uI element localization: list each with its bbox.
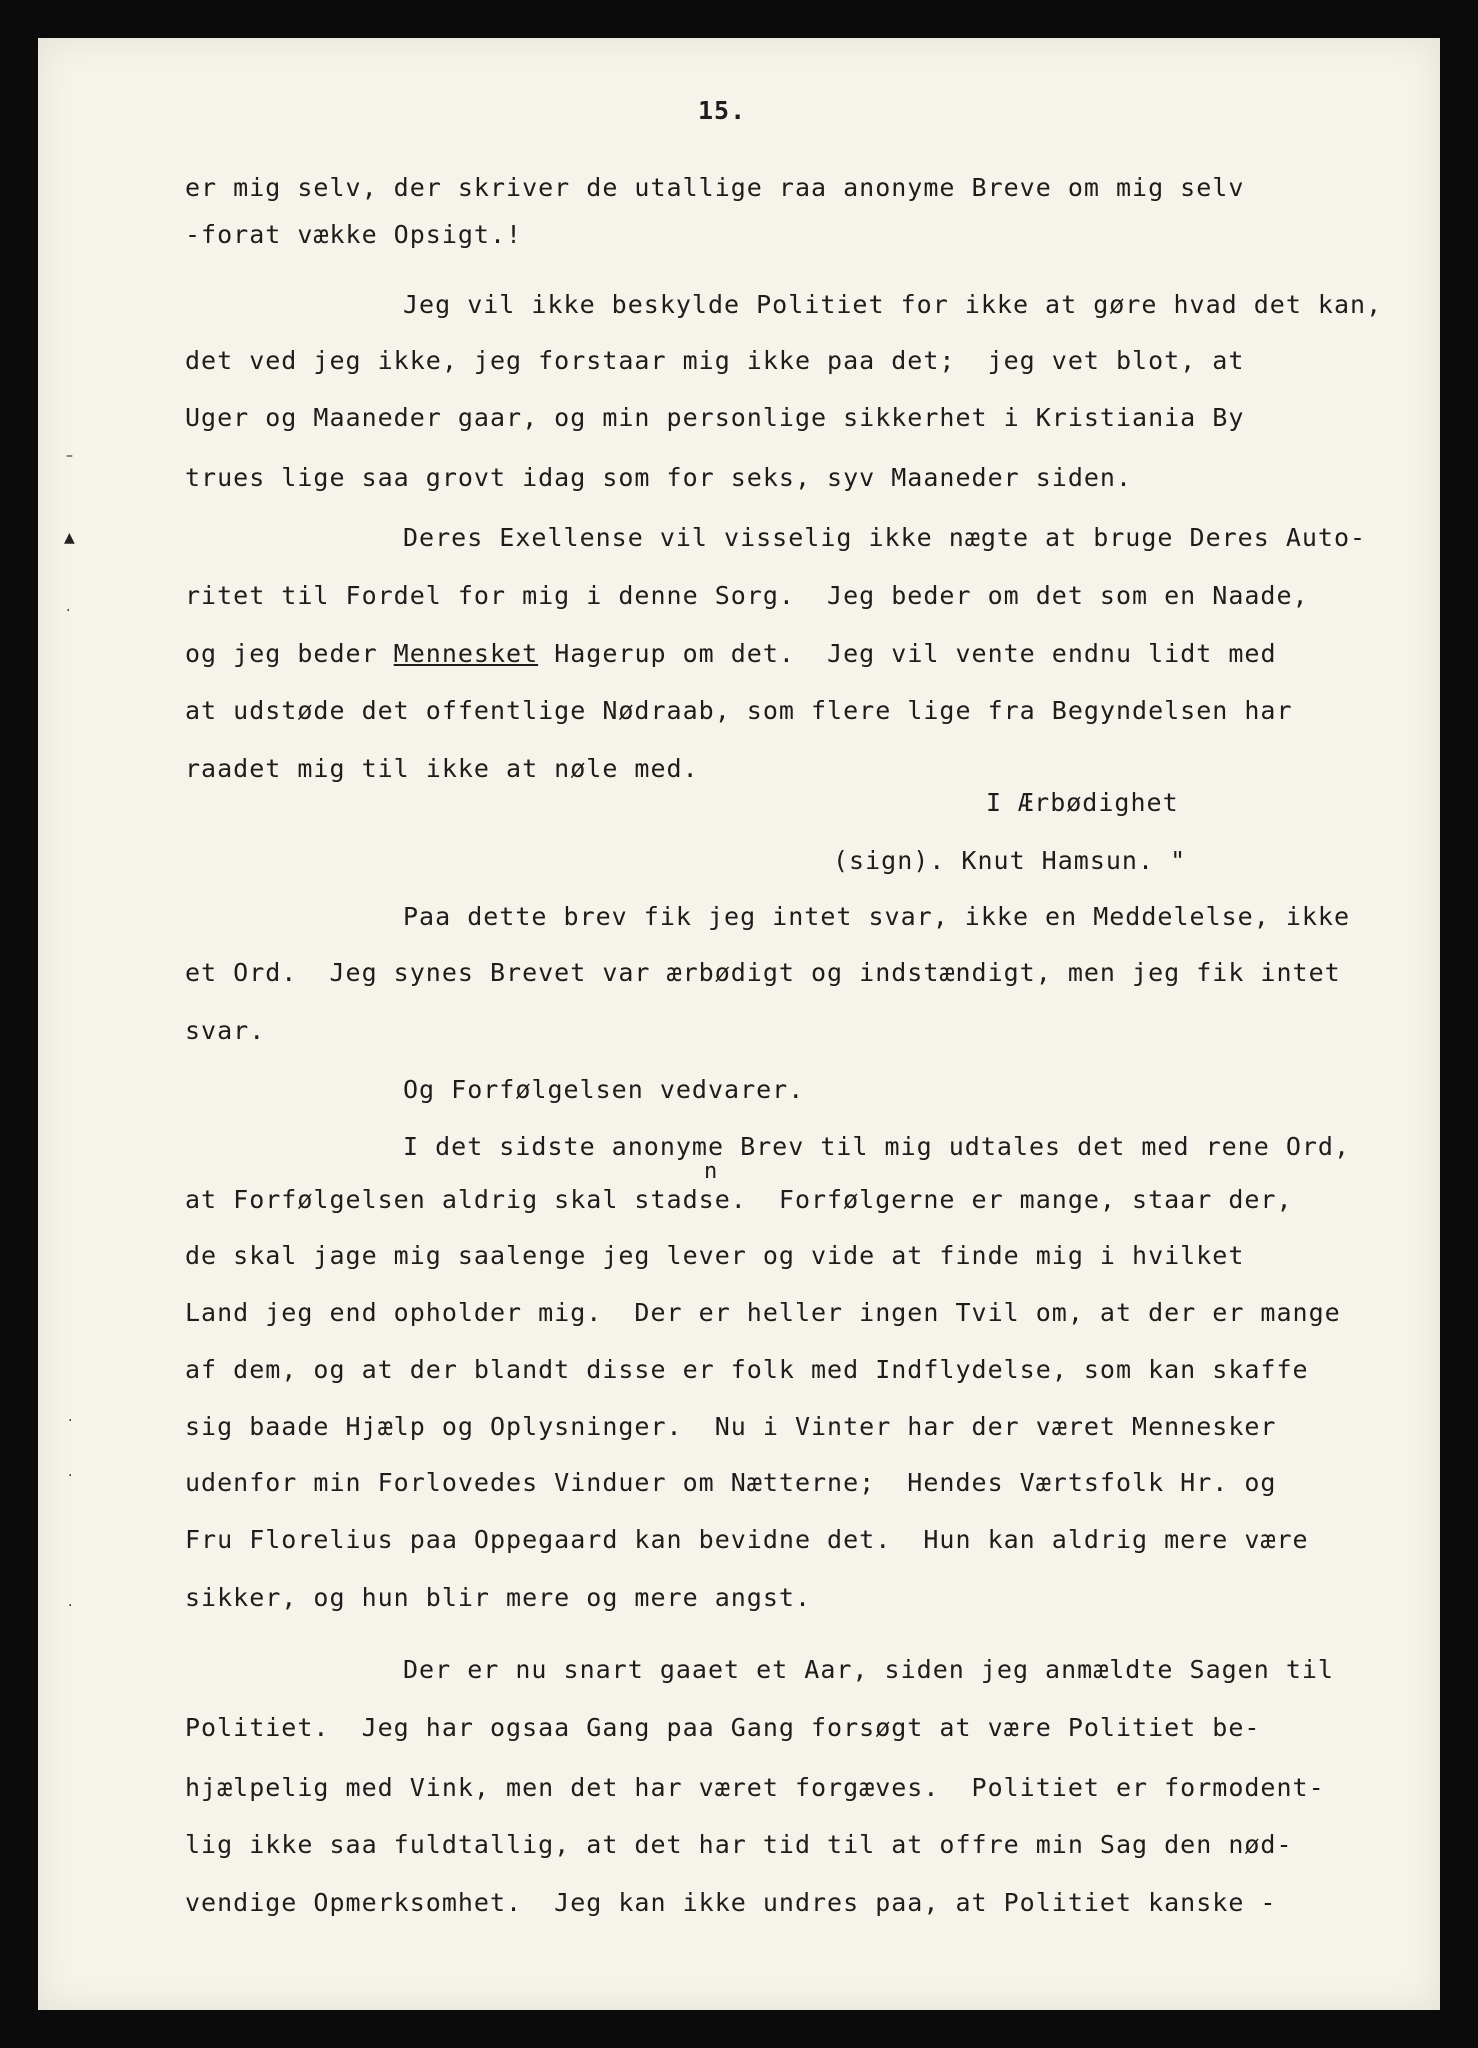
text-line: Land jeg end opholder mig. Der er heller ingen Tvil om, at der er mange [185,1298,1341,1327]
text-line-with-underline [185,639,1277,668]
text-line: Der er nu snart gaaet et Aar, siden jeg anmældte Sagen til [403,1655,1334,1684]
text-line: -forat vække Opsigt.! [185,220,523,249]
text-line: Fru Florelius paa Oppegaard kan bevidne det. Hun kan aldrig mere være [185,1525,1309,1554]
text-line: det ved jeg ikke, jeg forstaar mig ikke paa det; jeg vet blot, at [185,346,1245,375]
typed-text-body [38,38,1440,2010]
signature-line: (sign). Knut Hamsun. " [833,846,1187,875]
margin-dot-mark: · [68,1468,73,1484]
text-segment: Hagerup om det. Jeg vil vente endnu lidt med [538,639,1277,668]
text-segment: og jeg beder [185,639,394,668]
text-line: vendige Opmerksomhet. Jeg kan ikke undres paa, at Politiet kanske - [185,1888,1277,1917]
text-line: Politiet. Jeg har ogsaa Gang paa Gang forsøgt at være Politiet be- [185,1713,1261,1742]
text-line: at udstøde det offentlige Nødraab, som flere lige fra Begyndelsen har [185,696,1293,725]
page-number: 15. [698,96,747,125]
text-line: sikker, og hun blir mere og mere angst. [185,1583,811,1612]
closing-salutation: I Ærbødighet [986,788,1179,817]
text-line: er mig selv, der skriver de utallige raa anonyme Breve om mig selv [185,173,1245,202]
text-line: at Forfølgelsen aldrig skal stadse. Forfølgerne er mange, staar der, [185,1185,1293,1214]
text-line: udenfor min Forlovedes Vinduer om Nætterne; Hendes Værtsfolk Hr. og [185,1468,1277,1497]
text-line: ritet til Fordel for mig i denne Sorg. Jeg beder om det som en Naade, [185,581,1309,610]
text-line: trues lige saa grovt idag som for seks, syv Maaneder siden. [185,463,1133,492]
text-line: hjælpelig med Vink, men det har været forgæves. Politiet er formodent- [185,1773,1325,1802]
text-line: I det sidste anonyme Brev til mig udtales det med rene Ord, [403,1132,1351,1161]
margin-dot-mark: · [68,1413,73,1429]
text-line: lig ikke saa fuldtallig, at det har tid til at offre min Sag den nød- [185,1830,1293,1859]
text-line: et Ord. Jeg synes Brevet var ærbødigt og indstændigt, men jeg fik intet [185,958,1341,987]
text-line: Paa dette brev fik jeg intet svar, ikke en Meddelelse, ikke [403,902,1351,931]
text-line: sig baade Hjælp og Oplysninger. Nu i Vinter har der været Mennesker [185,1412,1277,1441]
margin-triangle-mark: ▲ [64,530,75,546]
document-page [38,38,1440,2010]
margin-dot-mark: · [68,1598,73,1614]
underlined-word: Mennesket [393,639,539,668]
text-line: raadet mig til ikke at nøle med. [185,754,699,783]
text-line: Deres Exellense vil visselig ikke nægte at bruge Deres Auto- [403,523,1367,552]
text-line: Uger og Maaneder gaar, og min personlige sikkerhet i Kristiania By [185,403,1245,432]
margin-dot-mark: · [66,603,71,619]
text-line: Jeg vil ikke beskylde Politiet for ikke at gøre hvad det kan, [403,290,1383,319]
text-line: af dem, og at der blandt disse er folk med Indflydelse, som kan skaffe [185,1355,1309,1384]
text-line: Og Forfølgelsen vedvarer. [403,1075,805,1104]
inserted-letter: n [704,1159,719,1184]
text-line: svar. [185,1016,266,1045]
text-line: de skal jage mig saalenge jeg lever og vide at finde mig i hvilket [185,1241,1245,1270]
margin-dash-mark: – [66,448,73,464]
